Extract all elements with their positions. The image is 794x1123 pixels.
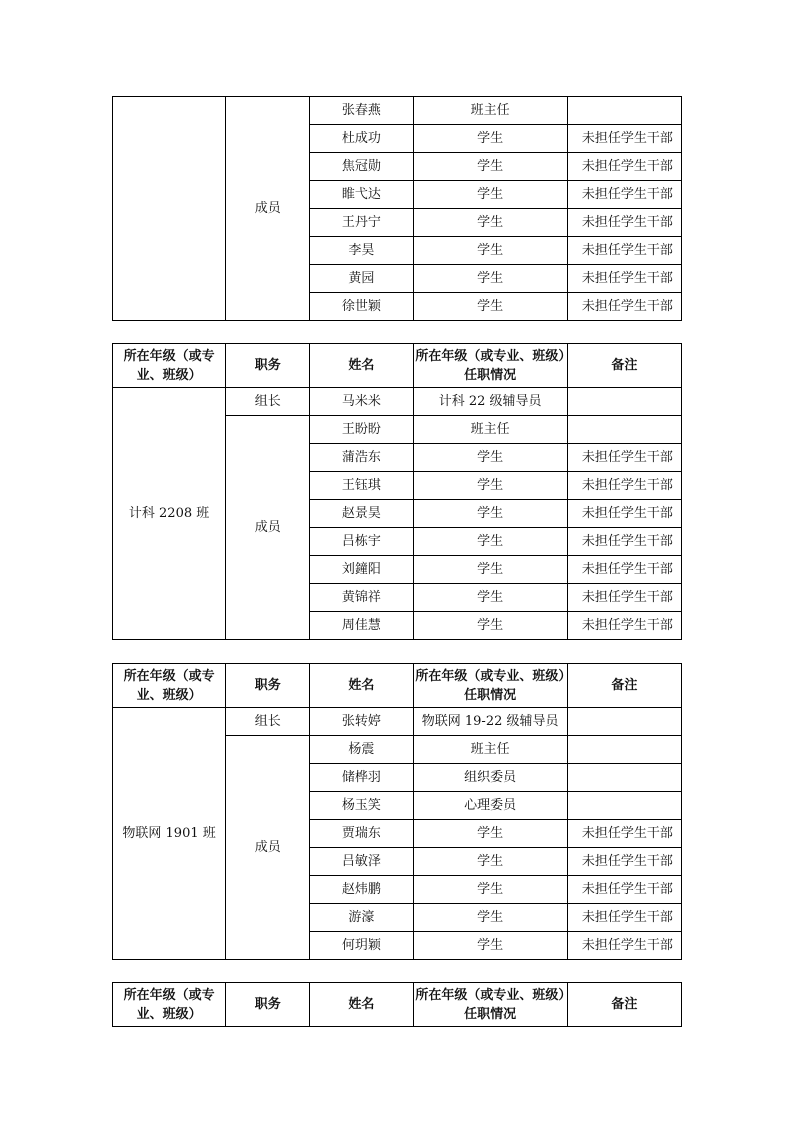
header-note: 备注	[567, 983, 681, 1027]
post-cell: 学生	[413, 904, 567, 932]
post-cell: 学生	[413, 181, 567, 209]
post-cell: 学生	[413, 125, 567, 153]
note-cell	[567, 736, 681, 764]
name-cell: 蒲浩东	[310, 444, 413, 472]
name-cell: 王丹宁	[310, 209, 413, 237]
note-cell: 未担任学生干部	[567, 820, 681, 848]
name-cell: 周佳慧	[310, 612, 413, 640]
note-cell	[567, 764, 681, 792]
grade-cell: 计科 2208 班	[113, 388, 226, 640]
header-name: 姓名	[310, 983, 413, 1027]
note-cell	[567, 97, 681, 125]
name-cell: 游濠	[310, 904, 413, 932]
member-table-1	[112, 96, 682, 321]
note-cell: 未担任学生干部	[567, 584, 681, 612]
header-name: 姓名	[310, 344, 413, 388]
note-cell	[567, 388, 681, 416]
post-cell: 计科 22 级辅导员	[413, 388, 567, 416]
name-cell: 王钰琪	[310, 472, 413, 500]
post-cell: 班主任	[413, 736, 567, 764]
name-cell: 李昊	[310, 237, 413, 265]
name-cell: 张转婷	[310, 708, 413, 736]
note-cell: 未担任学生干部	[567, 209, 681, 237]
note-cell: 未担任学生干部	[567, 237, 681, 265]
post-cell: 物联网 19-22 级辅导员	[413, 708, 567, 736]
grade-cell	[113, 97, 226, 321]
post-cell: 学生	[413, 876, 567, 904]
header-grade: 所在年级（或专业、班级）	[113, 344, 226, 388]
note-cell: 未担任学生干部	[567, 528, 681, 556]
post-cell: 学生	[413, 472, 567, 500]
note-cell: 未担任学生干部	[567, 848, 681, 876]
note-cell: 未担任学生干部	[567, 612, 681, 640]
name-cell: 睢弋达	[310, 181, 413, 209]
name-cell: 何玥颖	[310, 932, 413, 960]
header-grade: 所在年级（或专业、班级）	[113, 983, 226, 1027]
header-note: 备注	[567, 344, 681, 388]
header-grade: 所在年级（或专业、班级）	[113, 664, 226, 708]
name-cell: 王盼盼	[310, 416, 413, 444]
note-cell	[567, 416, 681, 444]
duty-cell-leader: 组长	[226, 708, 310, 736]
post-cell: 学生	[413, 584, 567, 612]
note-cell	[567, 708, 681, 736]
note-cell: 未担任学生干部	[567, 125, 681, 153]
post-cell: 学生	[413, 848, 567, 876]
post-cell: 学生	[413, 444, 567, 472]
member-table-2	[112, 343, 682, 640]
member-table-3	[112, 663, 682, 960]
post-cell: 学生	[413, 209, 567, 237]
name-cell: 赵炜鹏	[310, 876, 413, 904]
header-post: 所在年级（或专业、班级）任职情况	[413, 664, 567, 708]
name-cell: 储桦羽	[310, 764, 413, 792]
note-cell	[567, 792, 681, 820]
post-cell: 学生	[413, 153, 567, 181]
post-cell: 心理委员	[413, 792, 567, 820]
name-cell: 徐世颖	[310, 293, 413, 321]
note-cell: 未担任学生干部	[567, 181, 681, 209]
header-note: 备注	[567, 664, 681, 708]
name-cell: 吕栋宇	[310, 528, 413, 556]
note-cell: 未担任学生干部	[567, 932, 681, 960]
name-cell: 杨玉笑	[310, 792, 413, 820]
name-cell: 吕敏泽	[310, 848, 413, 876]
note-cell: 未担任学生干部	[567, 556, 681, 584]
header-duty: 职务	[226, 983, 310, 1027]
grade-cell: 物联网 1901 班	[113, 708, 226, 960]
post-cell: 学生	[413, 528, 567, 556]
name-cell: 刘鐘阳	[310, 556, 413, 584]
note-cell: 未担任学生干部	[567, 444, 681, 472]
note-cell: 未担任学生干部	[567, 472, 681, 500]
post-cell: 学生	[413, 932, 567, 960]
post-cell: 班主任	[413, 416, 567, 444]
name-cell: 杜成功	[310, 125, 413, 153]
post-cell: 学生	[413, 612, 567, 640]
post-cell: 学生	[413, 293, 567, 321]
name-cell: 黄园	[310, 265, 413, 293]
name-cell: 贾瑞东	[310, 820, 413, 848]
note-cell: 未担任学生干部	[567, 293, 681, 321]
name-cell: 张春燕	[310, 97, 413, 125]
name-cell: 马米米	[310, 388, 413, 416]
note-cell: 未担任学生干部	[567, 500, 681, 528]
note-cell: 未担任学生干部	[567, 153, 681, 181]
duty-cell-leader: 组长	[226, 388, 310, 416]
post-cell: 学生	[413, 820, 567, 848]
note-cell: 未担任学生干部	[567, 904, 681, 932]
duty-cell-member: 成员	[226, 416, 310, 640]
note-cell: 未担任学生干部	[567, 876, 681, 904]
header-name: 姓名	[310, 664, 413, 708]
header-post: 所在年级（或专业、班级）任职情况	[413, 983, 567, 1027]
header-duty: 职务	[226, 344, 310, 388]
name-cell: 杨震	[310, 736, 413, 764]
post-cell: 班主任	[413, 97, 567, 125]
post-cell: 学生	[413, 556, 567, 584]
post-cell: 组织委员	[413, 764, 567, 792]
duty-cell-member: 成员	[226, 736, 310, 960]
member-table-4	[112, 982, 682, 1027]
duty-cell-member: 成员	[226, 97, 310, 321]
note-cell: 未担任学生干部	[567, 265, 681, 293]
post-cell: 学生	[413, 265, 567, 293]
post-cell: 学生	[413, 500, 567, 528]
name-cell: 黄锦祥	[310, 584, 413, 612]
name-cell: 焦冠勋	[310, 153, 413, 181]
name-cell: 赵景昊	[310, 500, 413, 528]
header-post: 所在年级（或专业、班级）任职情况	[413, 344, 567, 388]
post-cell: 学生	[413, 237, 567, 265]
header-duty: 职务	[226, 664, 310, 708]
